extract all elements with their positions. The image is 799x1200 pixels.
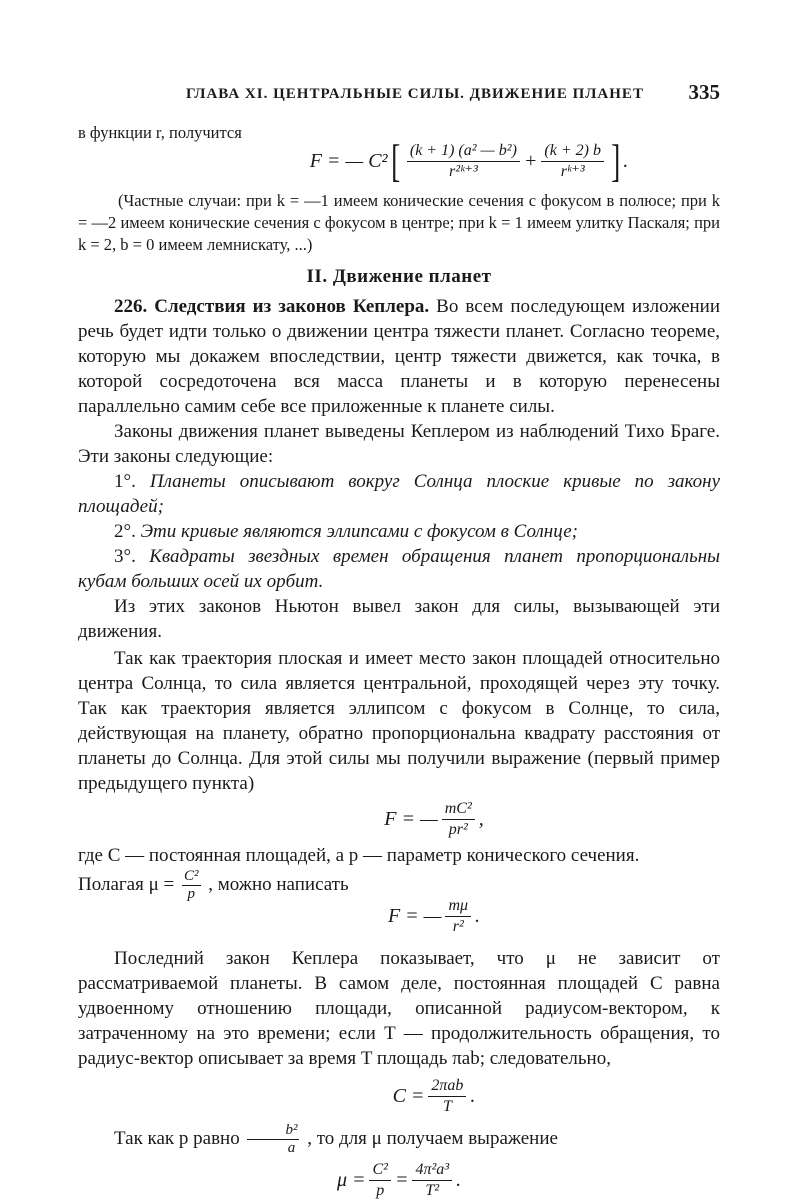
formula-5-den2: T² — [425, 1182, 440, 1199]
substitution-den: p — [187, 886, 196, 902]
law-text: Эти кривые являются эллипсами с фокусом в Солнце; — [140, 521, 578, 542]
law-text: Планеты описывают вокруг Солнца плоские кривые по закону площадей; — [78, 471, 721, 517]
formula-4-num: 2πab — [428, 1077, 466, 1097]
formula-1-term1-num: (k + 1) (a² — b²) — [407, 142, 520, 162]
formula-1-term2-num: (k + 2) b — [541, 142, 604, 162]
substitution-frac — [182, 868, 201, 903]
page-number: 335 — [688, 80, 720, 104]
special-cases-note: (Частные случаи: при k = —1 имеем конические сечения с фокусом в полюсе; при k = —2 имеем конические сечения с фокусом в центре; при k = 1 имеем улитку Паскаля; при k = 2, b = 0 имеем лемнискату, ...) — [78, 191, 720, 254]
formula-1 — [218, 135, 720, 186]
formula-1-end: . — [623, 149, 629, 172]
formula-5-num1: C² — [369, 1161, 390, 1181]
formula-5-eq: = — [394, 1169, 409, 1191]
formula-1-term2 — [541, 142, 604, 181]
formula-4 — [148, 1077, 720, 1116]
paragraph-226-text: Во всем последующем изложении речь будет идти только о движении центра тяжести планет. Согласно теореме, которую мы докажем впоследствии, центр тяжести движется, как точка, в которой сосредоточена вся масса планеты и в которую перенесены параллельно самим себе все приложенные к планете силы. — [78, 296, 721, 417]
formula-5-lhs: μ = — [336, 1169, 366, 1191]
formula-2-den: pr² — [448, 821, 468, 838]
left-bracket: [ — [390, 135, 400, 186]
formula-2-end: , — [478, 808, 484, 830]
paragraph-central-force: Так как траектория плоская и имеет место закон площадей относительно центра Солнца, то сила является центральной, проходящей через эту точку. Так как траектория является эллипсом с фокусом в Солнце, то сила, действующая на планету, обратно пропорциональна квадрату расстояния от планеты до Солнца. Для этой силы мы получили выражение (первый пример предыдущего пункта) — [78, 648, 720, 794]
formula-1-plus: + — [523, 149, 538, 172]
formula-1-lhs: F = — C² — [309, 149, 388, 172]
law-number: 2°. — [114, 521, 136, 542]
parameter-den: a — [287, 1140, 296, 1156]
formula-3-frac — [445, 897, 471, 936]
formula-5-den1: p — [376, 1182, 385, 1199]
formula-4-lhs: C = — [392, 1085, 425, 1107]
parameter-num: b² — [247, 1122, 299, 1140]
law-number: 3°. — [114, 546, 136, 567]
paragraph-newton: Из этих законов Ньютон вывел закон для силы, вызывающей эти движения. — [78, 596, 720, 642]
paragraph-parameter — [78, 1122, 720, 1157]
formula-5-end: . — [456, 1169, 462, 1191]
formula-1-term1-den: r²ᵏ⁺³ — [449, 162, 478, 180]
formula-1-term2-den: rᵏ⁺³ — [560, 162, 585, 180]
formula-1-term1 — [407, 142, 520, 181]
formula-2-lhs: F = — — [384, 808, 438, 830]
substitution-num: C² — [184, 868, 199, 884]
laws-list — [78, 469, 720, 594]
formula-3-lhs: F = — — [387, 905, 442, 927]
formula-2-num: mC² — [442, 800, 475, 820]
intro-line: в функции r, получится — [78, 123, 242, 142]
law-item — [78, 469, 720, 519]
right-bracket: ] — [611, 135, 621, 186]
formula-3-den: r² — [452, 918, 464, 935]
law-item — [78, 544, 720, 594]
formula-4-frac — [428, 1077, 466, 1116]
parameter-end: , то для μ получаем выражение — [307, 1127, 558, 1149]
paragraph-constants: где C — постоянная площадей, а p — параметр конического сечения. — [78, 845, 640, 866]
paragraph-third-law: Последний закон Кеплера показывает, что μ не зависит от рассматриваемой планеты. В самом деле, постоянная площадей C равна удвоенному отношению площади, описанной радиусом-вектором, к затраченному на это времени; если T — продолжительность обращения, то радиус-вектор описывает за время T площадь πab; следовательно, — [78, 948, 720, 1069]
formula-5-frac2 — [412, 1161, 452, 1200]
formula-3-end: . — [475, 905, 481, 927]
page — [78, 78, 720, 1200]
law-number: 1°. — [114, 471, 136, 492]
formula-2 — [148, 800, 720, 839]
section-title: II. Движение планет — [306, 266, 492, 287]
running-head — [78, 78, 720, 108]
substitution-end: , можно написать — [208, 873, 349, 895]
formula-3-num: mμ — [445, 897, 471, 917]
parameter-frac — [247, 1122, 299, 1157]
law-text: Квадраты звездных времен обращения планет пропорциональны кубам больших осей их орбит. — [78, 546, 721, 592]
formula-5 — [78, 1161, 720, 1200]
chapter-title: ГЛАВА XI. ЦЕНТРАЛЬНЫЕ СИЛЫ. ДВИЖЕНИЕ ПЛАНЕТ — [186, 86, 644, 102]
parameter-start: Так как p равно — [114, 1127, 240, 1149]
paragraph-226 — [78, 294, 720, 419]
formula-5-frac1 — [369, 1161, 390, 1200]
paragraph-226-heading: 226. Следствия из законов Кеплера. — [114, 296, 430, 317]
formula-4-den: T — [442, 1098, 452, 1115]
formula-5-num2: 4π²a³ — [412, 1161, 452, 1181]
law-item — [78, 519, 720, 544]
formula-2-frac — [442, 800, 475, 839]
paragraph-kepler-laws: Законы движения планет выведены Кеплером из наблюдений Тихо Браге. Эти законы следующие: — [78, 421, 720, 467]
substitution-start: Полагая μ = — [78, 873, 175, 895]
formula-4-end: . — [470, 1085, 476, 1107]
